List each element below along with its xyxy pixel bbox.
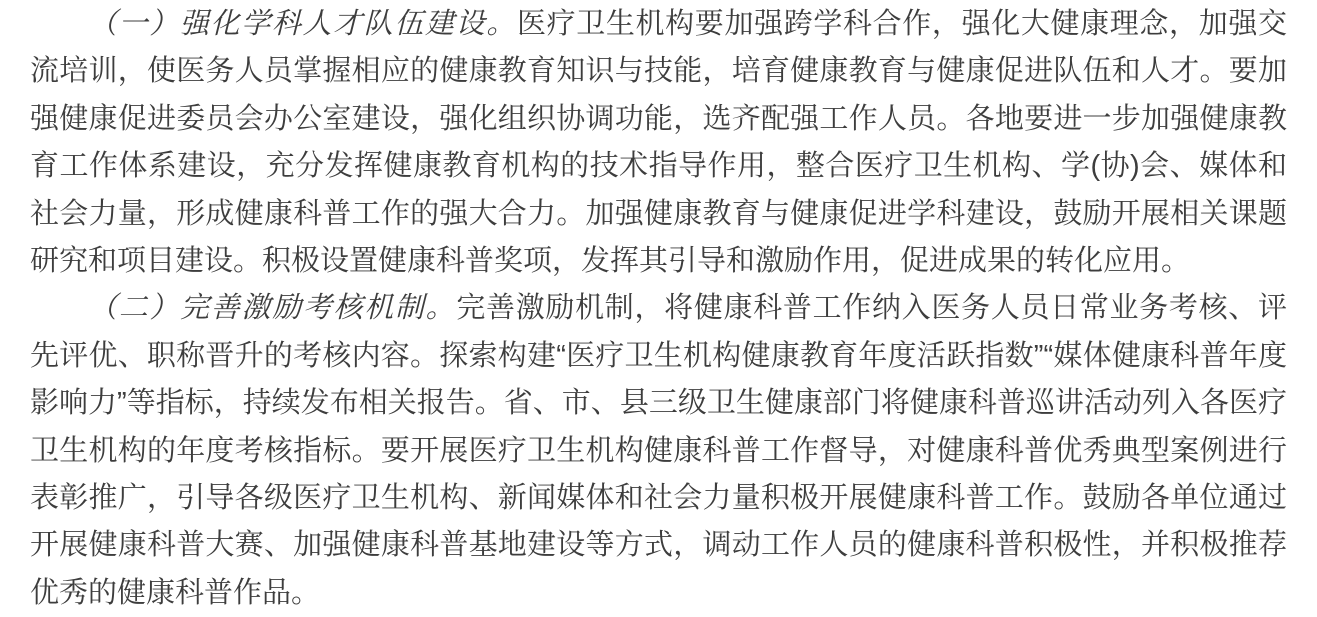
paragraph (30, 285, 1287, 617)
paragraph-lead: （一）强化学科人才队伍建设。 (88, 8, 517, 40)
paragraph (30, 1, 1287, 285)
paragraph-lead: （二）完善激励考核机制。 (88, 292, 457, 325)
paragraph-body: 医疗卫生机构要加强跨学科合作，强化大健康理念，加强交流培训，使医务人员掌握相应的健康教育知识与技能，培育健康教育与健康促进队伍和人才。要加强健康促进委员会办公室建设，强化组织协调功能，选齐配强工作人员。各地要进一步加强健康教育工作体系建设，充分发挥健康教育机构的技术指导作用，整合医疗卫生机构、学(协)会、媒体和社会力量，形成健康科普工作的强大合力。加强健康教育与健康促进学科建设，鼓励开展相关课题研究和项目建设。积极设置健康科普奖项，发挥其引导和激励作用，促进成果的转化应用。 (30, 8, 1287, 278)
paragraph-body: 完善激励机制，将健康科普工作纳入医务人员日常业务考核、评先评优、职称晋升的考核内容。探索构建“医疗卫生机构健康教育年度活跃指数”“媒体健康科普年度影响力”等指标，持续发布相关报告。省、市、县三级卫生健康部门将健康科普巡讲活动列入各医疗卫生机构的年度考核指标。要开展医疗卫生机构健康科普工作督导，对健康科普优秀典型案例进行表彰推广，引导各级医疗卫生机构、新闻媒体和社会力量积极开展健康科普工作。鼓励各单位通过开展健康科普大赛、加强健康科普基地建设等方式，调动工作人员的健康科普积极性，并积极推荐优秀的健康科普作品。 (30, 292, 1287, 609)
